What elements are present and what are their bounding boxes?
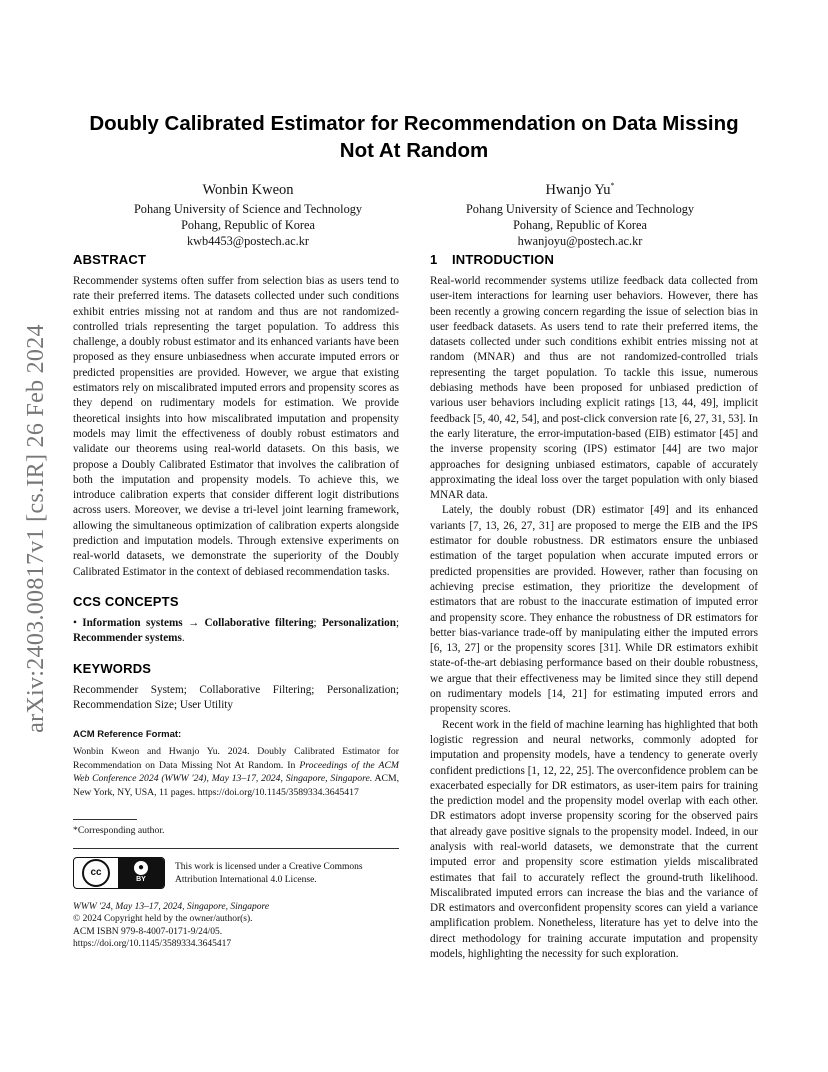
right-column	[430, 252, 758, 962]
author-location: Pohang, Republic of Korea	[181, 217, 315, 232]
intro-paragraph-3: Recent work in the field of machine learning has highlighted that both logistic regression and neural networks, commonly adopted for imputation and propensity models, have a tendency to generate overly confident predictions [1, 12, 22, 25]. The overconfidence problem can be exacerbated especially for DR estimators, as user-item pairs for training the prediction model and the propensity model overlap with each other. DR estimators adopt inverse propensity scoring for the observed pairs that already gave positive signals to the propensity model. Indeed, in our analysis with real-world datasets, we demonstrate that the current imputed error and propensity score estimation yields miscalibrated estimates that fail to accurately reflect the ground-truth likelihood. Miscalibrated imputed errors can increase the bias and the variance of DR estimators and overconfident propensity scores can yield a variance amplification problem. Nonetheless, literature has yet to delve into the direct methodology for training accurate imputation and propensity models, highlighting the necessity for such exploration.	[430, 718, 758, 961]
footnote-rule	[73, 819, 137, 820]
venue-block	[73, 901, 399, 950]
venue-conference: WWW '24, May 13–17, 2024, Singapore, Singapore	[73, 901, 270, 912]
attribution-person-icon: ●	[134, 861, 148, 875]
abstract-text: Recommender systems often suffer from selection bias as users tend to rate their preferred items. The datasets collected under such conditions exhibit entries missing not at random and thus are not randomized-controlled trials representing the target population. To address this challenge, a doubly robust estimator and its enhanced variants have been proposed as they ensure unbiasedness when accurate imputed errors or predicted propensities are provided. However, we argue that existing estimators rely on miscalibrated imputed errors and propensity scores as they depend on rudimentary models for estimation. We provide theoretical insights into how miscalibrated imputation and propensity models may limit the effectiveness of doubly robust estimators and validate our theorems using real-world datasets. On this basis, we propose a Doubly Calibrated Estimator that involves the calibration of both the imputation and propensity models. To achieve this, we introduce calibration experts that consider different logit distributions across users. Moreover, we devise a tri-level joint learning framework, allowing the simultaneous optimization of calibration experts alongside prediction and imputation models. Through extensive experiments on real-world datasets, we demonstrate the superiority of the Doubly Calibrated Estimator in the context of debiased recommendation tasks.	[73, 275, 399, 578]
abstract-heading: ABSTRACT	[73, 252, 147, 267]
arxiv-watermark	[18, 296, 54, 760]
venue-doi: https://doi.org/10.1145/3589334.3645417	[73, 938, 232, 949]
ccs-heading: CCS CONCEPTS	[73, 593, 179, 609]
license-block	[73, 857, 399, 889]
intro-paragraph-1: Real-world recommender systems utilize feedback data collected from user-item interactions for learning user behaviors. However, there has been recently a growing concern regarding the issue of selection bias in user feedback datasets. As users tend to rate their preferred items, the datasets collected under such conditions exhibit entries missing not at random (MNAR) and thus are not randomized-controlled trials representing the target population. To tackle this issue, numerous debiasing methods have been proposed for unbiased prediction of various user behaviors including explicit ratings [13, 44, 49], implicit feedback [5, 40, 42, 54], and post-click conversion rate [6, 27, 31, 53]. In the early literature, the error-imputation-based (EIB) estimator [45] and the inverse propensity scoring (IPS) estimator [44] are two major approaches for designing unbiased estimators, capable of accurately approximating the ideal loss over the target population with only biased MNAR data.	[430, 275, 758, 502]
author-affiliation: Pohang University of Science and Technology	[133, 201, 363, 216]
author-affiliation: Pohang University of Science and Technology	[465, 201, 695, 216]
ccs-concepts: • Information systems → Collaborative filtering; Personalization; Recommender systems.	[73, 616, 400, 645]
keywords-text: Recommender System; Collaborative Filtering; Personalization; Recommendation Size; User Utility	[73, 683, 399, 711]
arxiv-id-text: arXiv:2403.00817v1 [cs.IR] 26 Feb 2024	[22, 323, 49, 733]
acm-reference-text: Wonbin Kweon and Hwanjo Yu. 2024. Doubly Calibrated Estimator for Recommendation on Data Missing Not At Random. In Proceedings of the ACM Web Conference 2024 (WWW '24), May 13–17, 2024, Singapore, Singapore. ACM, New York, NY, USA, 11 pages. https://doi.org/10.1145/3589334.3645417	[73, 746, 399, 798]
acm-reference-heading: ACM Reference Format:	[73, 729, 182, 741]
author-email: hwanjoyu@postech.ac.kr	[517, 233, 643, 248]
author-email: kwb4453@postech.ac.kr	[187, 233, 309, 248]
author-block-2	[432, 176, 728, 249]
paper-title: Doubly Calibrated Estimator for Recommendation on Data Missing Not At Random	[89, 112, 739, 162]
footnote-corresponding: *Corresponding author.	[73, 825, 165, 837]
left-column	[73, 252, 399, 950]
cc-icon: cc	[82, 859, 110, 887]
author-name: Wonbin Kweon	[202, 181, 294, 198]
author-location: Pohang, Republic of Korea	[513, 217, 647, 232]
venue-copyright: © 2024 Copyright held by the owner/author(s).	[73, 914, 253, 925]
intro-paragraph-2: Lately, the doubly robust (DR) estimator [49] and its enhanced variants [7, 13, 26, 27, 31] are proposed to merge the EIB and the IPS estimator for double robustness. DR estimators ensure the unbiased estimation of the target population when accurate imputed errors or predicted propensities are provided. However, rather than focusing on achieving precise estimation, they prioritize the development of estimators that are robust to the inaccurate estimation of imputed error and propensity score. They enhance the robustness of DR estimators for better bias-variance trade-off by manipulating either the imputed errors [6, 13, 27] or the propensity scores [31]. While DR estimators exhibit state-of-the-art debiasing performance based on their double robustness, we argue that their effectiveness may be limited since they still depend on rudimentary models [14, 21] for estimating imputed errors and propensity scores.	[430, 504, 758, 716]
license-rule	[73, 848, 399, 849]
by-label: BY	[136, 876, 146, 884]
author-block-1	[100, 176, 396, 249]
license-text: This work is licensed under a Creative Commons Attribution International 4.0 License.	[175, 861, 363, 885]
venue-isbn: ACM ISBN 979-8-4007-0171-9/24/05.	[73, 926, 223, 937]
cc-by-logo	[73, 857, 165, 889]
introduction-heading: 1 INTRODUCTION	[430, 252, 555, 267]
author-name: Hwanjo Yu*	[545, 181, 615, 198]
keywords-heading: KEYWORDS	[73, 660, 152, 676]
